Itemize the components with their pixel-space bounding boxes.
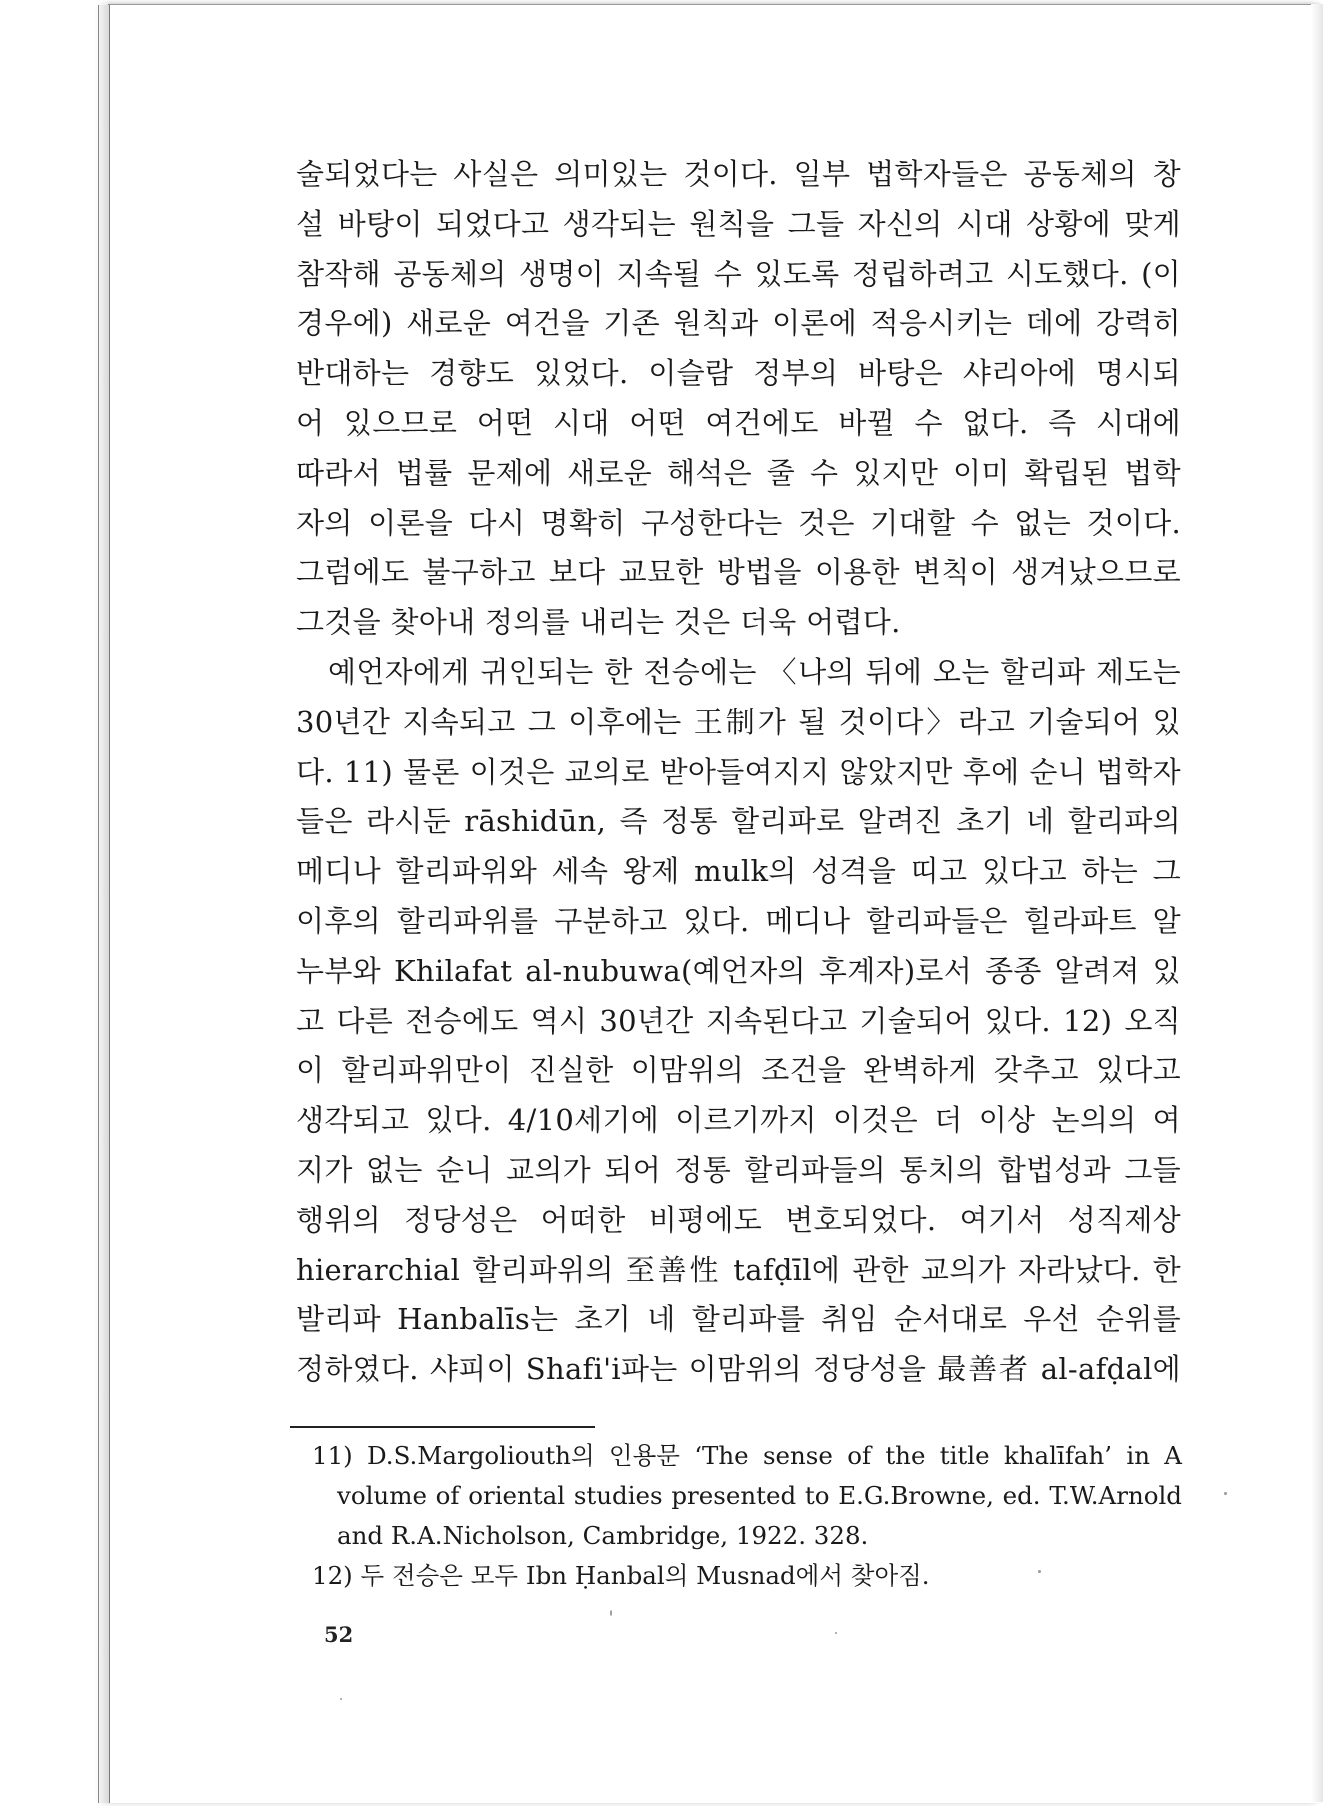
footnote-line: and R.A.Nicholson, Cambridge, 1922. 328. [337, 1521, 869, 1550]
body-line: 설 바탕이 되었다고 생각되는 원칙을 그들 자신의 시대 상황에 맞게 [296, 206, 1181, 241]
body-line: 30년간 지속되고 그 이후에는 王制가 될 것이다〉라고 기술되어 있 [296, 704, 1181, 739]
body-line: 참작해 공동체의 생명이 지속될 수 있도록 정립하려고 시도했다. (이 [296, 256, 1181, 291]
page-edge [1311, 4, 1323, 1802]
footnote-divider [290, 1426, 595, 1428]
footnote-line: 12) 두 전승은 모두 Ibn Ḥanbal의 Musnad에서 찾아짐. [312, 1561, 930, 1590]
body-line: 술되었다는 사실은 의미있는 것이다. 일부 법학자들은 공동체의 창 [296, 157, 1181, 191]
body-line: 고 다른 전승에도 역시 30년간 지속된다고 기술되어 있다. 12) 오직 [296, 1003, 1181, 1038]
body-line: 들은 라시둔 rāshidūn, 즉 정통 할리파로 알려진 초기 네 할리파의 [296, 804, 1181, 839]
body-line: 생각되고 있다. 4/10세기에 이르기까지 이것은 더 이상 논의의 여 [296, 1103, 1181, 1138]
scan-speck [340, 1698, 342, 1700]
body-line: 그것을 찾아내 정의를 내리는 것은 더욱 어렵다. [296, 605, 901, 640]
body-line: hierarchial 할리파위의 至善性 tafḍīl에 관한 교의가 자라났다. 한 [296, 1252, 1181, 1287]
body-line: 다. 11) 물론 이것은 교의로 받아들여지지 않았지만 후에 순니 법학자 [296, 754, 1181, 789]
body-line: 지가 없는 순니 교의가 되어 정통 할리파들의 통치의 합법성과 그들 [296, 1152, 1181, 1187]
footnote-line: 11) D.S.Margoliouth의 인용문 ‘The sense of the title khalīfah’ in A [312, 1441, 1182, 1470]
body-text [296, 150, 1181, 1395]
body-line: 경우에) 새로운 여건을 기존 원칙과 이론에 적응시키는 데에 강력히 [296, 306, 1181, 341]
body-line: 행위의 정당성은 어떠한 비평에도 변호되었다. 여기서 성직제상 [296, 1202, 1181, 1237]
footnote-line: volume of oriental studies presented to E.G.Browne, ed. T.W.Arnold [337, 1481, 1182, 1510]
body-line: 발리파 Hanbalīs는 초기 네 할리파를 취임 순서대로 우선 순위를 [296, 1302, 1181, 1337]
page-number: 52 [324, 1622, 354, 1647]
body-line: 이후의 할리파위를 구분하고 있다. 메디나 할리파들은 힐라파트 알 [296, 903, 1181, 938]
footnotes [312, 1436, 1182, 1596]
body-line: 자의 이론을 다시 명확히 구성한다는 것은 기대할 수 없는 것이다. [296, 505, 1181, 540]
body-line: 예언자에게 귀인되는 한 전승에는 〈나의 뒤에 오는 할리파 제도는 [328, 654, 1181, 689]
scan-speck [610, 1610, 612, 1616]
body-line: 메디나 할리파위와 세속 왕제 mulk의 성격을 띠고 있다고 하는 그 [296, 854, 1181, 889]
body-line: 어 있으므로 어떤 시대 어떤 여건에도 바뀔 수 없다. 즉 시대에 [296, 405, 1181, 440]
body-line: 반대하는 경향도 있었다. 이슬람 정부의 바탕은 샤리아에 명시되 [296, 356, 1181, 391]
body-line: 정하였다. 샤피이 Shafi'i파는 이맘위의 정당성을 最善者 al-afḍal에 [296, 1352, 1181, 1387]
body-line: 따라서 법률 문제에 새로운 해석은 줄 수 있지만 이미 확립된 법학 [296, 455, 1181, 490]
body-line: 이 할리파위만이 진실한 이맘위의 조건을 완벽하게 갖추고 있다고 [296, 1053, 1181, 1088]
scan-speck [835, 1632, 837, 1634]
scan-speck [1038, 1570, 1041, 1573]
body-line: 누부와 Khilafat al-nubuwa(예언자의 후계자)로서 종종 알려져 있 [296, 953, 1181, 988]
body-line: 그럼에도 불구하고 보다 교묘한 방법을 이용한 변칙이 생겨났으므로 [296, 555, 1181, 590]
scan-speck [1224, 1492, 1227, 1495]
